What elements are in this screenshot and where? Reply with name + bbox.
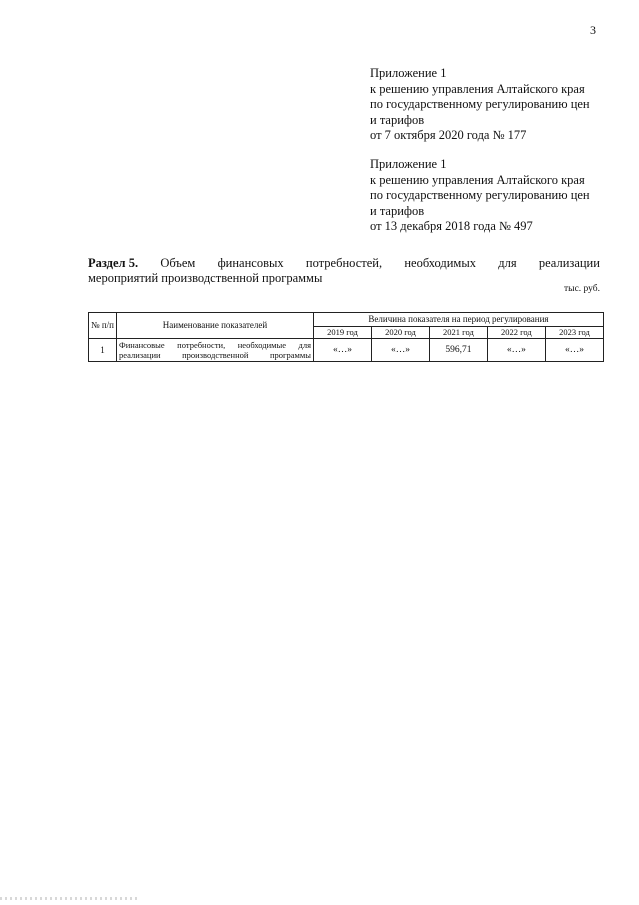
column-header-year: 2020 год (371, 327, 429, 339)
column-header-name: Наименование показателей (117, 313, 314, 339)
column-header-year: 2021 год (429, 327, 487, 339)
row-name: Финансовые потребности, необходимые для реализации производственной программы (117, 339, 314, 362)
units-label: тыс. руб. (564, 284, 600, 294)
table-header-row (89, 313, 604, 327)
value-cell: «…» (314, 339, 372, 362)
appendix-line: по государственному регулированию цен (370, 188, 590, 202)
appendix-date: от 13 декабря 2018 года № 497 (370, 219, 533, 233)
appendix-title: Приложение 1 (370, 66, 447, 80)
column-header-number: № п/п (89, 313, 117, 339)
section-title-word: Объем (160, 256, 196, 270)
appendix-line: и тарифов (370, 203, 425, 218)
column-header-year: 2023 год (545, 327, 603, 339)
section-title-word: реализации (538, 256, 600, 270)
page-number: 3 (590, 23, 596, 37)
appendix-line: и тарифов (370, 112, 425, 127)
appendix-line: к решению управления Алтайского края (370, 81, 585, 96)
value-cell: «…» (487, 339, 545, 362)
table-row (89, 339, 604, 362)
column-header-year: 2022 год (487, 327, 545, 339)
column-header-year: 2019 год (314, 327, 372, 339)
financial-needs-table (88, 312, 604, 362)
section-title-word: необходимых (404, 256, 476, 270)
appendix-block-original (370, 157, 620, 235)
section-label: Раздел 5. (88, 256, 139, 270)
section-title-continuation: мероприятий производственной программы (88, 271, 323, 285)
value-cell: 596,71 (429, 339, 487, 362)
value-cell: «…» (371, 339, 429, 362)
column-header-period: Величина показателя на период регулирования (314, 313, 604, 327)
row-number: 1 (89, 339, 117, 362)
section-title (88, 256, 600, 286)
appendix-date: от 7 октября 2020 года № 177 (370, 128, 527, 142)
appendix-title: Приложение 1 (370, 157, 447, 171)
section-title-word: потребностей, (305, 256, 383, 270)
appendix-line: к решению управления Алтайского края (370, 172, 585, 187)
appendix-block-current (370, 66, 620, 144)
section-title-word: финансовых (217, 256, 284, 270)
scan-artifact (0, 897, 140, 900)
appendix-line: по государственному регулированию цен (370, 97, 590, 111)
section-title-word: для (498, 256, 517, 270)
value-cell: «…» (545, 339, 603, 362)
